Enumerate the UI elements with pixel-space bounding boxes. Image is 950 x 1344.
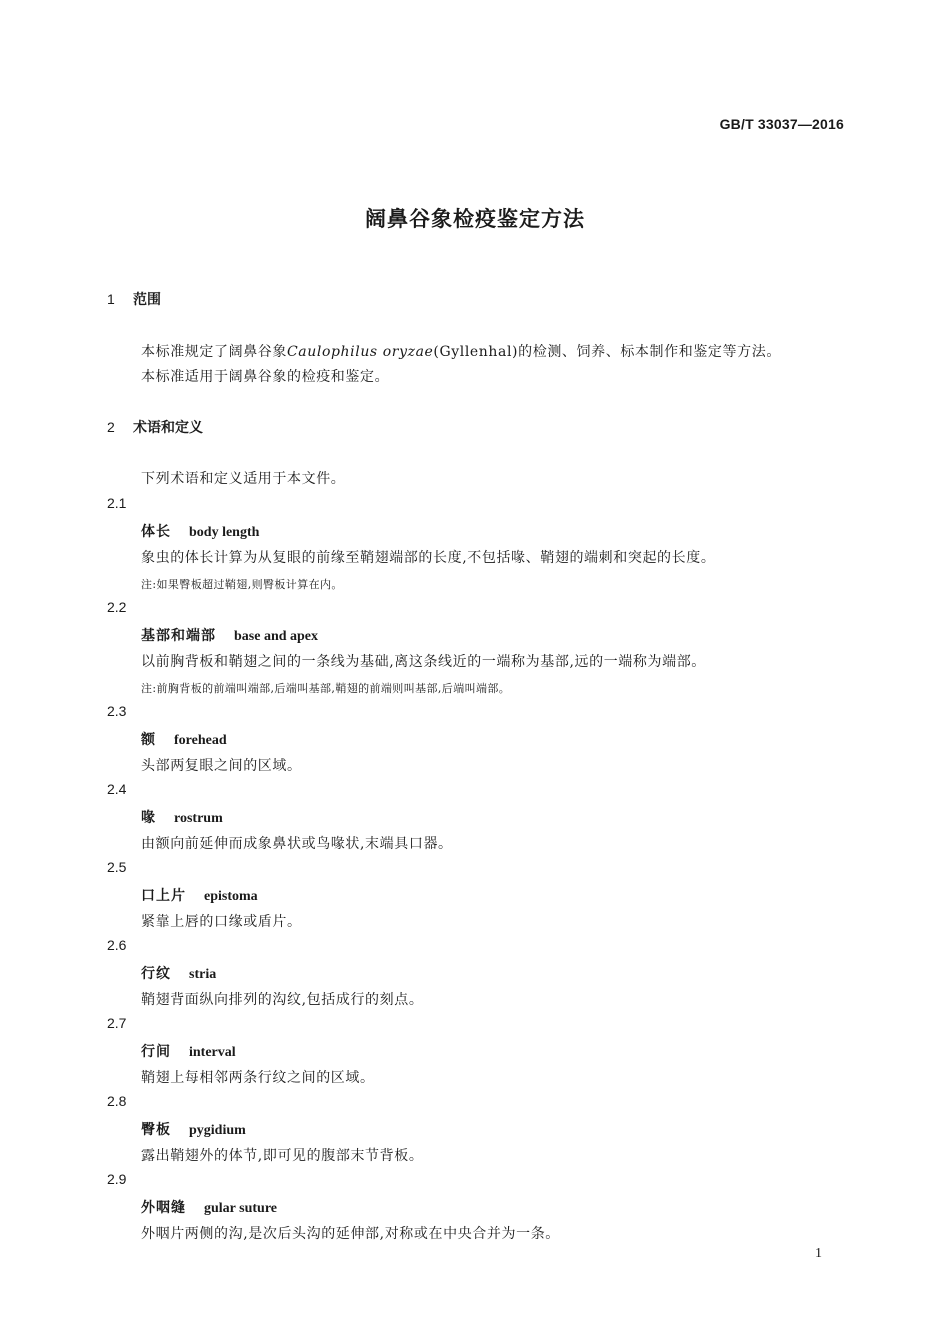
term-definition: 头部两复眼之间的区域。 [141, 758, 302, 774]
term-heading [141, 963, 216, 983]
term-definition: 露出鞘翅外的体节,即可见的腹部末节背板。 [141, 1148, 424, 1164]
term-zh: 额 [141, 732, 156, 748]
term-en: stria [189, 967, 217, 982]
terms-intro: 下列术语和定义适用于本文件。 [141, 471, 346, 487]
scope-paragraph-2: 本标准适用于阔鼻谷象的检疫和鉴定。 [141, 369, 390, 385]
page-number: 1 [815, 1246, 822, 1261]
standard-number: GB/T 33037—2016 [719, 116, 844, 132]
term-number: 2.8 [107, 1093, 127, 1109]
term-en: body length [189, 525, 260, 540]
section-number: 2 [107, 419, 115, 435]
section-1-heading [107, 289, 161, 309]
term-heading [141, 885, 258, 905]
document-title: 阔鼻谷象检疫鉴定方法 [365, 207, 585, 231]
term-zh: 行纹 [141, 966, 171, 982]
term-number: 2.5 [107, 859, 127, 875]
section-2-heading [107, 417, 203, 437]
term-definition: 鞘翅背面纵向排列的沟纹,包括成行的刻点。 [141, 992, 424, 1008]
term-number: 2.7 [107, 1015, 127, 1031]
section-number: 1 [107, 291, 115, 307]
term-en: gular suture [204, 1201, 277, 1216]
term-definition: 外咽片两侧的沟,是次后头沟的延伸部,对称或在中央合并为一条。 [141, 1226, 560, 1242]
term-definition: 象虫的体长计算为从复眼的前缘至鞘翅端部的长度,不包括喙、鞘翅的端刺和突起的长度。 [141, 550, 716, 566]
species-name: Caulophilus oryzae [287, 344, 434, 360]
term-heading [141, 807, 223, 827]
term-zh: 喙 [141, 810, 156, 826]
term-heading [141, 1041, 236, 1061]
scope-text-pre: 本标准规定了阔鼻谷象 [141, 344, 287, 360]
term-number: 2.9 [107, 1171, 127, 1187]
section-title: 术语和定义 [133, 420, 203, 436]
term-note: 注:如果臀板超过鞘翅,则臀板计算在内。 [141, 578, 343, 591]
term-en: epistoma [204, 889, 258, 904]
term-number: 2.6 [107, 937, 127, 953]
term-number: 2.2 [107, 599, 127, 615]
term-note: 注:前胸背板的前端叫端部,后端叫基部,鞘翅的前端则叫基部,后端叫端部。 [141, 682, 511, 695]
term-heading [141, 1119, 246, 1139]
term-en: rostrum [174, 811, 223, 826]
term-zh: 行间 [141, 1044, 171, 1060]
term-en: pygidium [189, 1123, 246, 1138]
term-definition: 紧靠上唇的口缘或盾片。 [141, 914, 302, 930]
term-number: 2.4 [107, 781, 127, 797]
term-definition: 鞘翅上每相邻两条行纹之间的区域。 [141, 1070, 375, 1086]
term-definition: 由额向前延伸而成象鼻状或鸟喙状,末端具口器。 [141, 836, 453, 852]
term-en: base and apex [234, 629, 319, 644]
term-en: forehead [174, 733, 227, 748]
term-zh: 外咽缝 [141, 1200, 186, 1216]
term-heading [141, 729, 227, 749]
term-heading [141, 521, 259, 541]
term-number: 2.3 [107, 703, 127, 719]
term-zh: 臀板 [141, 1122, 171, 1138]
term-definition: 以前胸背板和鞘翅之间的一条线为基础,离这条线近的一端称为基部,远的一端称为端部。 [141, 654, 706, 670]
section-title: 范围 [133, 292, 161, 308]
term-number: 2.1 [107, 495, 127, 511]
term-zh: 基部和端部 [141, 628, 216, 644]
term-heading [141, 1197, 277, 1217]
term-zh: 体长 [141, 524, 171, 540]
term-zh: 口上片 [141, 888, 186, 904]
term-heading [141, 625, 318, 645]
term-en: interval [189, 1045, 236, 1060]
scope-text-post: (Gyllenhal)的检测、饲养、标本制作和鉴定等方法。 [433, 344, 781, 360]
scope-paragraph-1 [141, 341, 781, 361]
